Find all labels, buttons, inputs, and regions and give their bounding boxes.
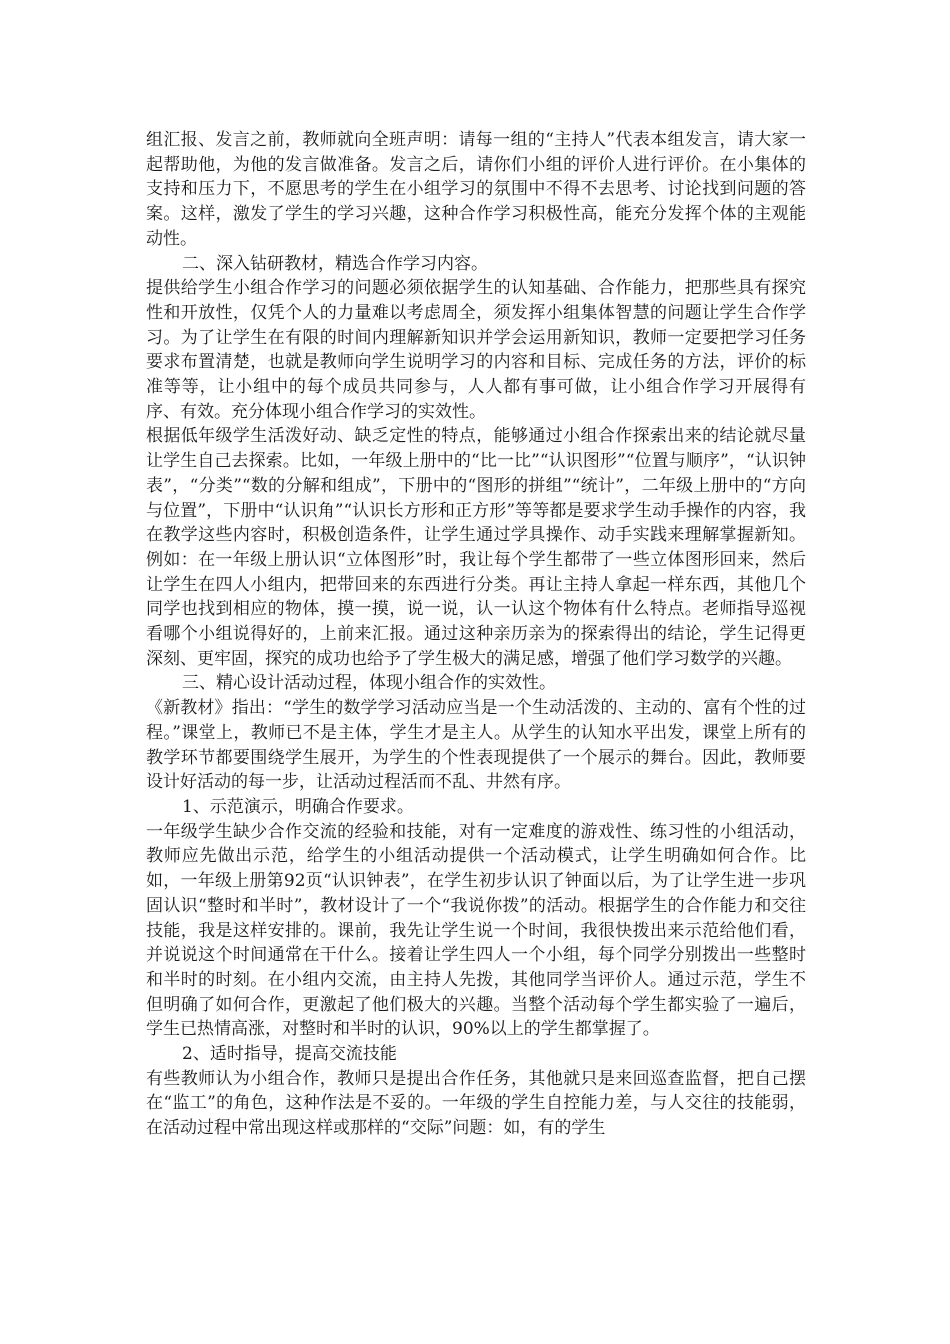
body-paragraph: 提供给学生小组合作学习的问题必须依据学生的认知基础、合作能力，把那些具有探究性和开放性，仅凭个人的力量难以考虑周全，须发挥小组集体智慧的问题让学生合作学习。为了让学生在有限的时间内理解新知识并学会运用新知识，教师一定要把学习任务要求布置清楚，也就是教师向学生说明学习的内容和目标、完成任务的方法，评价的标准等等，让小组中的每个成员共同参与，人人都有事可做，让小组合作学习开展得有序、有效。充分体现小组合作学习的实效性。 — [146, 278, 806, 422]
body-paragraph: 《新教材》指出：“学生的数学学习活动应当是一个生动活泼的、主动的、富有个性的过程。”课堂上，教师已不是主体，学生才是主人。从学生的认知水平出发，课堂上所有的教学环节都要围绕学生展开，为学生的个性表现提供了一个展示的舞台。因此，教师要设计好活动的每一步，让活动过程活而不乱、井然有序。 — [146, 698, 806, 793]
subsection-heading: 1、示范演示，明确合作要求。 — [182, 796, 414, 817]
body-paragraph: 一年级学生缺少合作交流的经验和技能，对有一定难度的游戏性、练习性的小组活动，教师应先做出示范，给学生的小组活动提供一个活动模式，让学生明确如何合作。比如，一年级上册第92页“认识钟表”，在学生初步认识了钟面以后，为了让学生进一步巩固认识“整时和半时”，教材设计了一个“我说你拨”的活动。根据学生的合作能力和交往技能，我是这样安排的。课前，我先让学生说一个时间，我很快拨出来示范给他们看，并说说这个时间通常在干什么。接着让学生四人一个小组，每个同学分别拨出一些整时和半时的时刻。在小组内交流，由主持人先拨，其他同学当评价人。通过示范，学生不但明确了如何合作，更激起了他们极大的兴趣。当整个活动每个学生都实验了一遍后，学生已热情高涨，对整时和半时的认识，90%以上的学生都掌握了。 — [146, 821, 806, 1040]
body-paragraph: 根据低年级学生活泼好动、缺乏定性的特点，能够通过小组合作探索出来的结论就尽量让学生自己去探索。比如，一年级上册中的“比一比”“认识图形”“位置与顺序”，“认识钟表”，“分类”“数的分解和组成”，下册中的“图形的拼组”“统计”，二年级上册中的“方向与位置”，下册中“认识角”“认识长方形和正方形”等等都是要求学生动手操作的内容，我在教学这些内容时，积极创造条件，让学生通过学具操作、动手实践来理解掌握新知。例如：在一年级上册认识“立体图形”时，我让每个学生都带了一些立体图形回来，然后让学生在四人小组内，把带回来的东西进行分类。再让主持人拿起一样东西，其他几个同学也找到相应的物体，摸一摸，说一说，认一认这个物体有什么特点。老师指导巡视看哪个小组说得好的，上前来汇报。通过这种亲历亲为的探索得出的结论，学生记得更深刻、更牢固，探究的成功也给予了学生极大的满足感，增强了他们学习数学的兴趣。 — [146, 426, 806, 669]
body-paragraph: 有些教师认为小组合作，教师只是提出合作任务，其他就只是来回巡查监督，把自己摆在“监工”的角色，这种作法是不妥的。一年级的学生自控能力差，与人交往的技能弱，在活动过程中常出现这样或那样的“交际”问题：如，有的学生 — [146, 1068, 806, 1139]
body-paragraph: 组汇报、发言之前，教师就向全班声明：请每一组的“主持人”代表本组发言，请大家一起帮助他，为他的发言做准备。发言之后，请你们小组的评价人进行评价。在小集体的支持和压力下，不愿思考的学生在小组学习的氛围中不得不去思考、讨论找到问题的答案。这样，激发了学生的学习兴趣，这种合作学习积极性高，能充分发挥个体的主观能动性。 — [146, 130, 806, 249]
section-heading: 三、精心设计活动过程，体现小组合作的实效性。 — [182, 673, 556, 694]
section-heading: 二、深入钻研教材，精选合作学习内容。 — [182, 253, 488, 274]
document-page — [146, 128, 806, 1141]
subsection-heading: 2、适时指导，提高交流技能 — [182, 1044, 397, 1065]
